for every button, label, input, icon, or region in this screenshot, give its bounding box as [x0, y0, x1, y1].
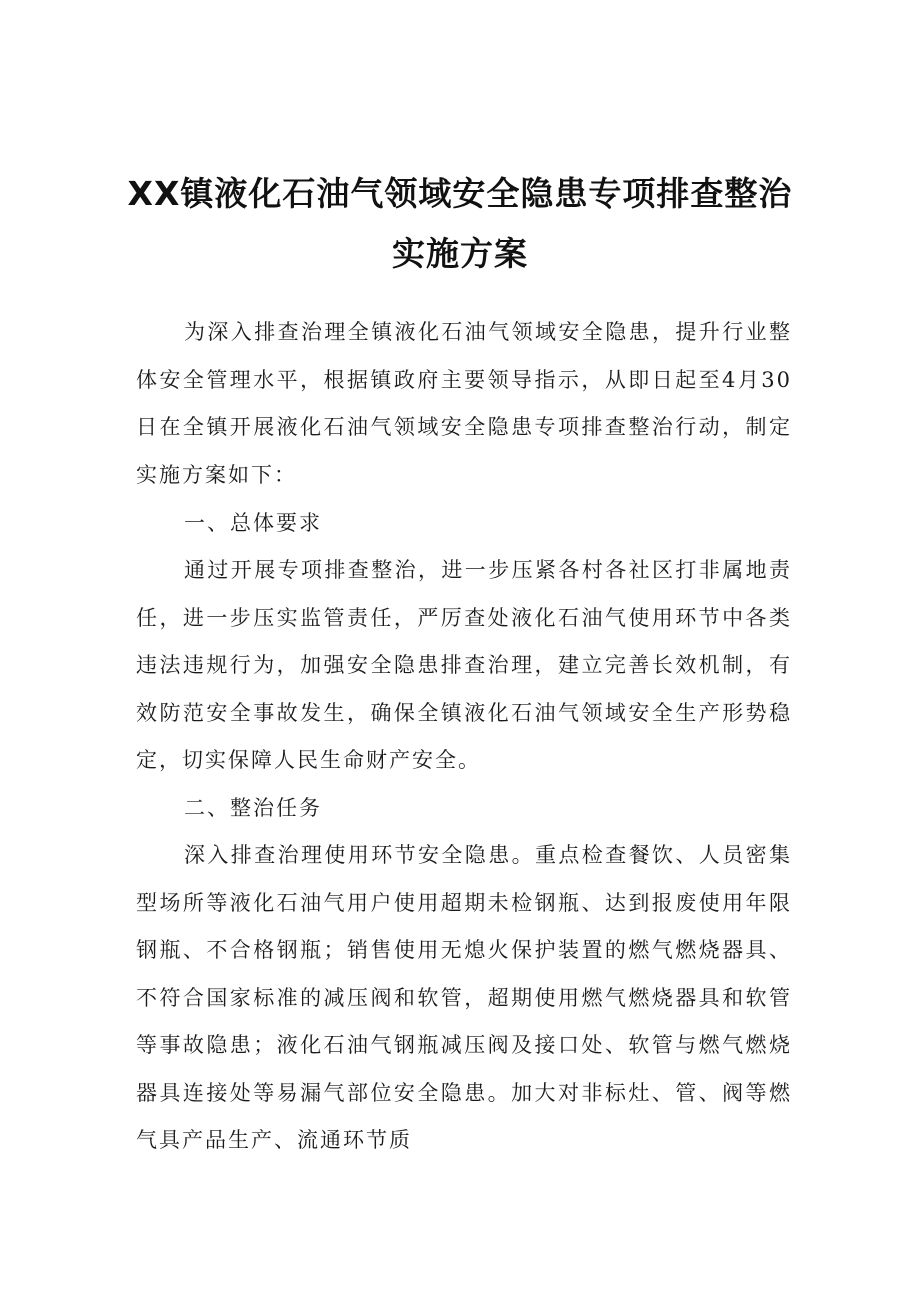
- section-1-paragraph: 通过开展专项排查整治，进一步压紧各村各社区打非属地责任，进一步压实监管责任，严厉查处液化石油气使用环节中各类违法违规行为，加强安全隐患排查治理，建立完善长效机制，有效防范安全事故发生，确保全镇液化石油气领域安全生产形势稳定，切实保障人民生命财产安全。: [136, 558, 792, 772]
- section-2-paragraph: 深入排查治理使用环节安全隐患。重点检查餐饮、人员密集型场所等液化石油气用户使用超期未检钢瓶、达到报废使用年限钢瓶、不合格钢瓶；销售使用无熄火保护装置的燃气燃烧器具、不符合国家标准的减压阀和软管，超期使用燃气燃烧器具和软管等事故隐患；液化石油气钢瓶减压阀及接口处、软管与燃气燃烧器具连接处等易漏气部位安全隐患。加大对非标灶、管、阀等燃气具产品生产、流通环节质: [136, 843, 792, 1152]
- intro-paragraph-block: [136, 309, 792, 499]
- section-1-body-block: [136, 547, 792, 785]
- section-1-heading-block: [136, 500, 792, 548]
- section-1-heading: 一、总体要求: [184, 511, 322, 535]
- document-title-line-2: 实施方案: [392, 234, 528, 273]
- intro-paragraph: 为深入排查治理全镇液化石油气领域安全隐患，提升行业整体安全管理水平，根据镇政府主要领导指示，从即日起至4月30日在全镇开展液化石油气领域安全隐患专项排查整治行动，制定实施方案如下：: [136, 320, 792, 487]
- document-title-line-1: XX镇液化石油气领域安全隐患专项排查整治: [127, 174, 793, 213]
- section-2-body-block: [136, 832, 792, 1165]
- section-2-heading-block: [136, 785, 792, 833]
- section-2-heading: 二、整治任务: [184, 796, 322, 820]
